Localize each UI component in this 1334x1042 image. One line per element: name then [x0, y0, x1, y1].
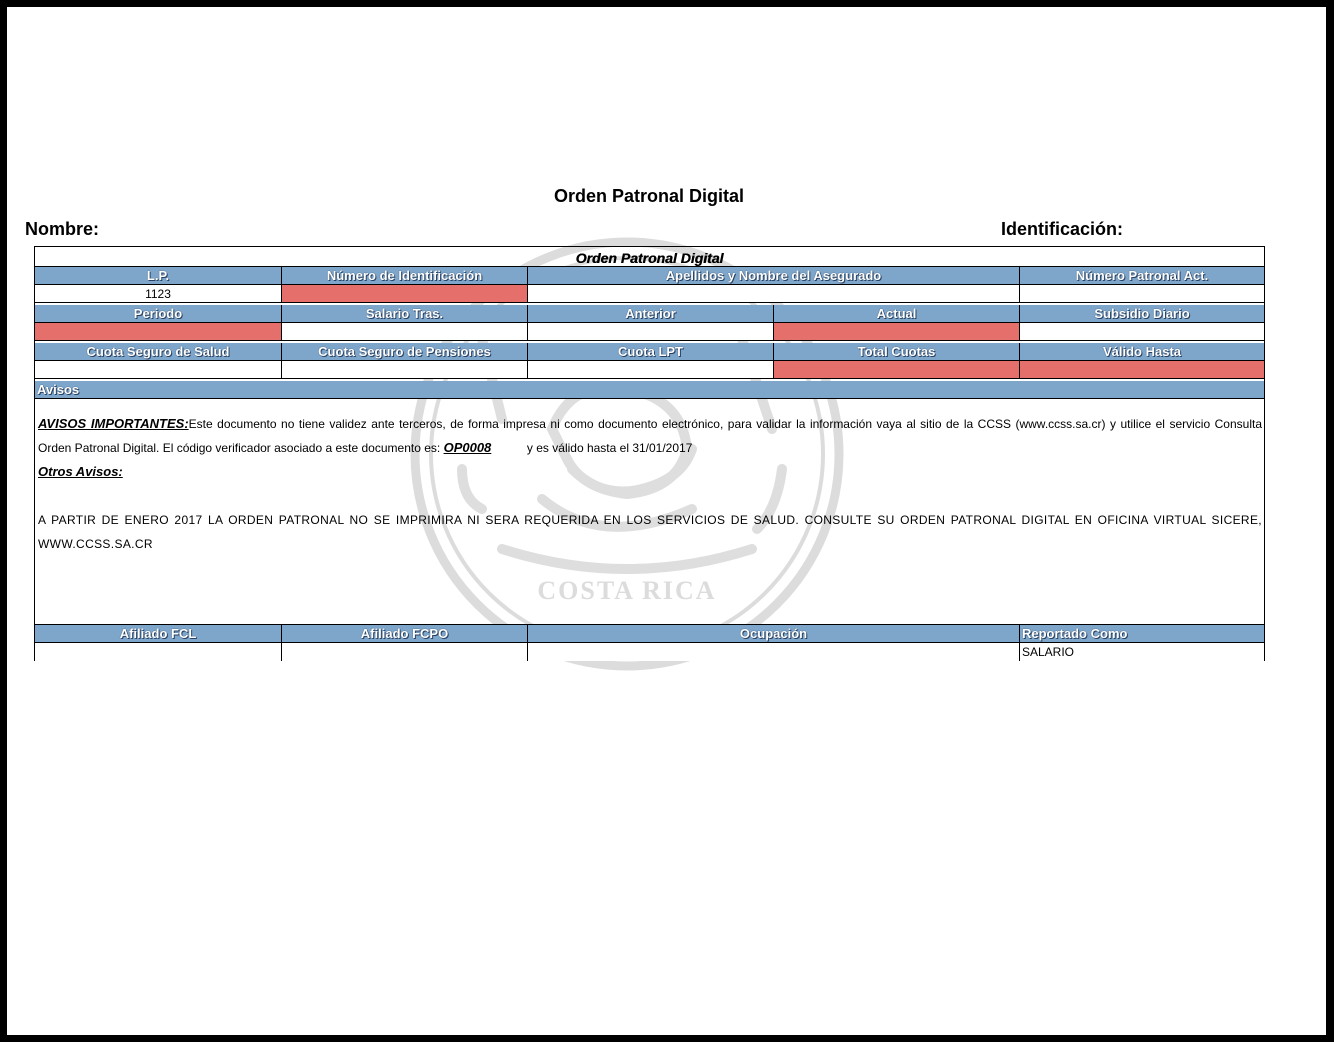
value-cuota-salud: [35, 361, 282, 379]
header-anterior: Anterior: [528, 305, 774, 323]
value-afiliado-fcl: [35, 643, 282, 661]
form-title: Orden Patronal Digital: [35, 247, 1264, 267]
header-periodo: Periodo: [35, 305, 282, 323]
header-reportado-como: Reportado Como: [1020, 624, 1264, 643]
value-numero-identificacion: [282, 285, 528, 303]
document-page: [7, 7, 1326, 1035]
otros-avisos-label-wrap: [38, 460, 1262, 484]
value-ocupacion: [528, 643, 1020, 661]
value-periodo: [35, 323, 282, 341]
header-total-cuotas: Total Cuotas: [774, 343, 1020, 361]
avisos-importantes-label: AVISOS IMPORTANTES:: [38, 416, 189, 431]
header-numero-patronal: Número Patronal Act.: [1020, 267, 1264, 285]
value-salario-tras: [282, 323, 528, 341]
header-lp: L.P.: [35, 267, 282, 285]
value-total-cuotas: [774, 361, 1020, 379]
header-avisos: Avisos: [35, 381, 1264, 399]
value-numero-patronal: [1020, 285, 1264, 303]
header-cuota-pensiones: Cuota Seguro de Pensiones: [282, 343, 528, 361]
avisos-body: [38, 412, 1262, 556]
value-cuota-pensiones: [282, 361, 528, 379]
watermark-text: COSTA RICA: [537, 576, 717, 605]
avisos-importantes-text: Este documento no tiene validez ante terceros, de forma impresa ni como documento electrónico, para validar la información vaya al sitio de la CCSS (www.ccss.sa.cr) y utilice el servicio Consulta Orden Patronal Digital. El código verificador asociado a este documento es:: [38, 417, 1262, 455]
codigo-verificador: OP0008: [443, 440, 492, 455]
nombre-label: Nombre:: [25, 219, 100, 239]
otros-avisos-text: A PARTIR DE ENERO 2017 LA ORDEN PATRONAL NO SE IMPRIMIRA NI SERA REQUERIDA EN LOS SERVICIOS DE SALUD. CONSULTE SU ORDEN PATRONAL DIGITAL EN OFICINA VIRTUAL SICERE, WWW.CCSS.SA.CR: [38, 513, 1262, 551]
orden-patronal-form: [34, 246, 1265, 661]
value-afiliado-fcpo: [282, 643, 528, 661]
header-cuota-lpt: Cuota LPT: [528, 343, 774, 361]
header-afiliado-fcl: Afiliado FCL: [35, 624, 282, 643]
value-valido-hasta: [1020, 361, 1264, 379]
value-apellidos-nombre: [528, 285, 1020, 303]
validez-text: y es válido hasta el 31/01/2017: [526, 441, 693, 455]
header-valido-hasta: Válido Hasta: [1020, 343, 1264, 361]
otros-avisos-label: Otros Avisos:: [38, 464, 123, 479]
value-cuota-lpt: [528, 361, 774, 379]
value-anterior: [528, 323, 774, 341]
header-cuota-salud: Cuota Seguro de Salud: [35, 343, 282, 361]
header-ocupacion: Ocupación: [528, 624, 1020, 643]
header-afiliado-fcpo: Afiliado FCPO: [282, 624, 528, 643]
value-reportado-como: SALARIO: [1020, 643, 1264, 661]
header-apellidos-nombre: Apellidos y Nombre del Asegurado: [528, 267, 1020, 285]
header-subsidio-diario: Subsidio Diario: [1020, 305, 1264, 323]
header-numero-identificacion: Número de Identificación: [282, 267, 528, 285]
value-lp: 1123: [35, 285, 282, 303]
avisos-importantes-paragraph: [38, 412, 1262, 460]
value-actual: [774, 323, 1020, 341]
header-salario-tras: Salario Tras.: [282, 305, 528, 323]
header-actual: Actual: [774, 305, 1020, 323]
value-subsidio-diario: [1020, 323, 1264, 341]
identificacion-label: Identificación:: [1001, 219, 1124, 239]
document-title: Orden Patronal Digital: [553, 186, 745, 206]
